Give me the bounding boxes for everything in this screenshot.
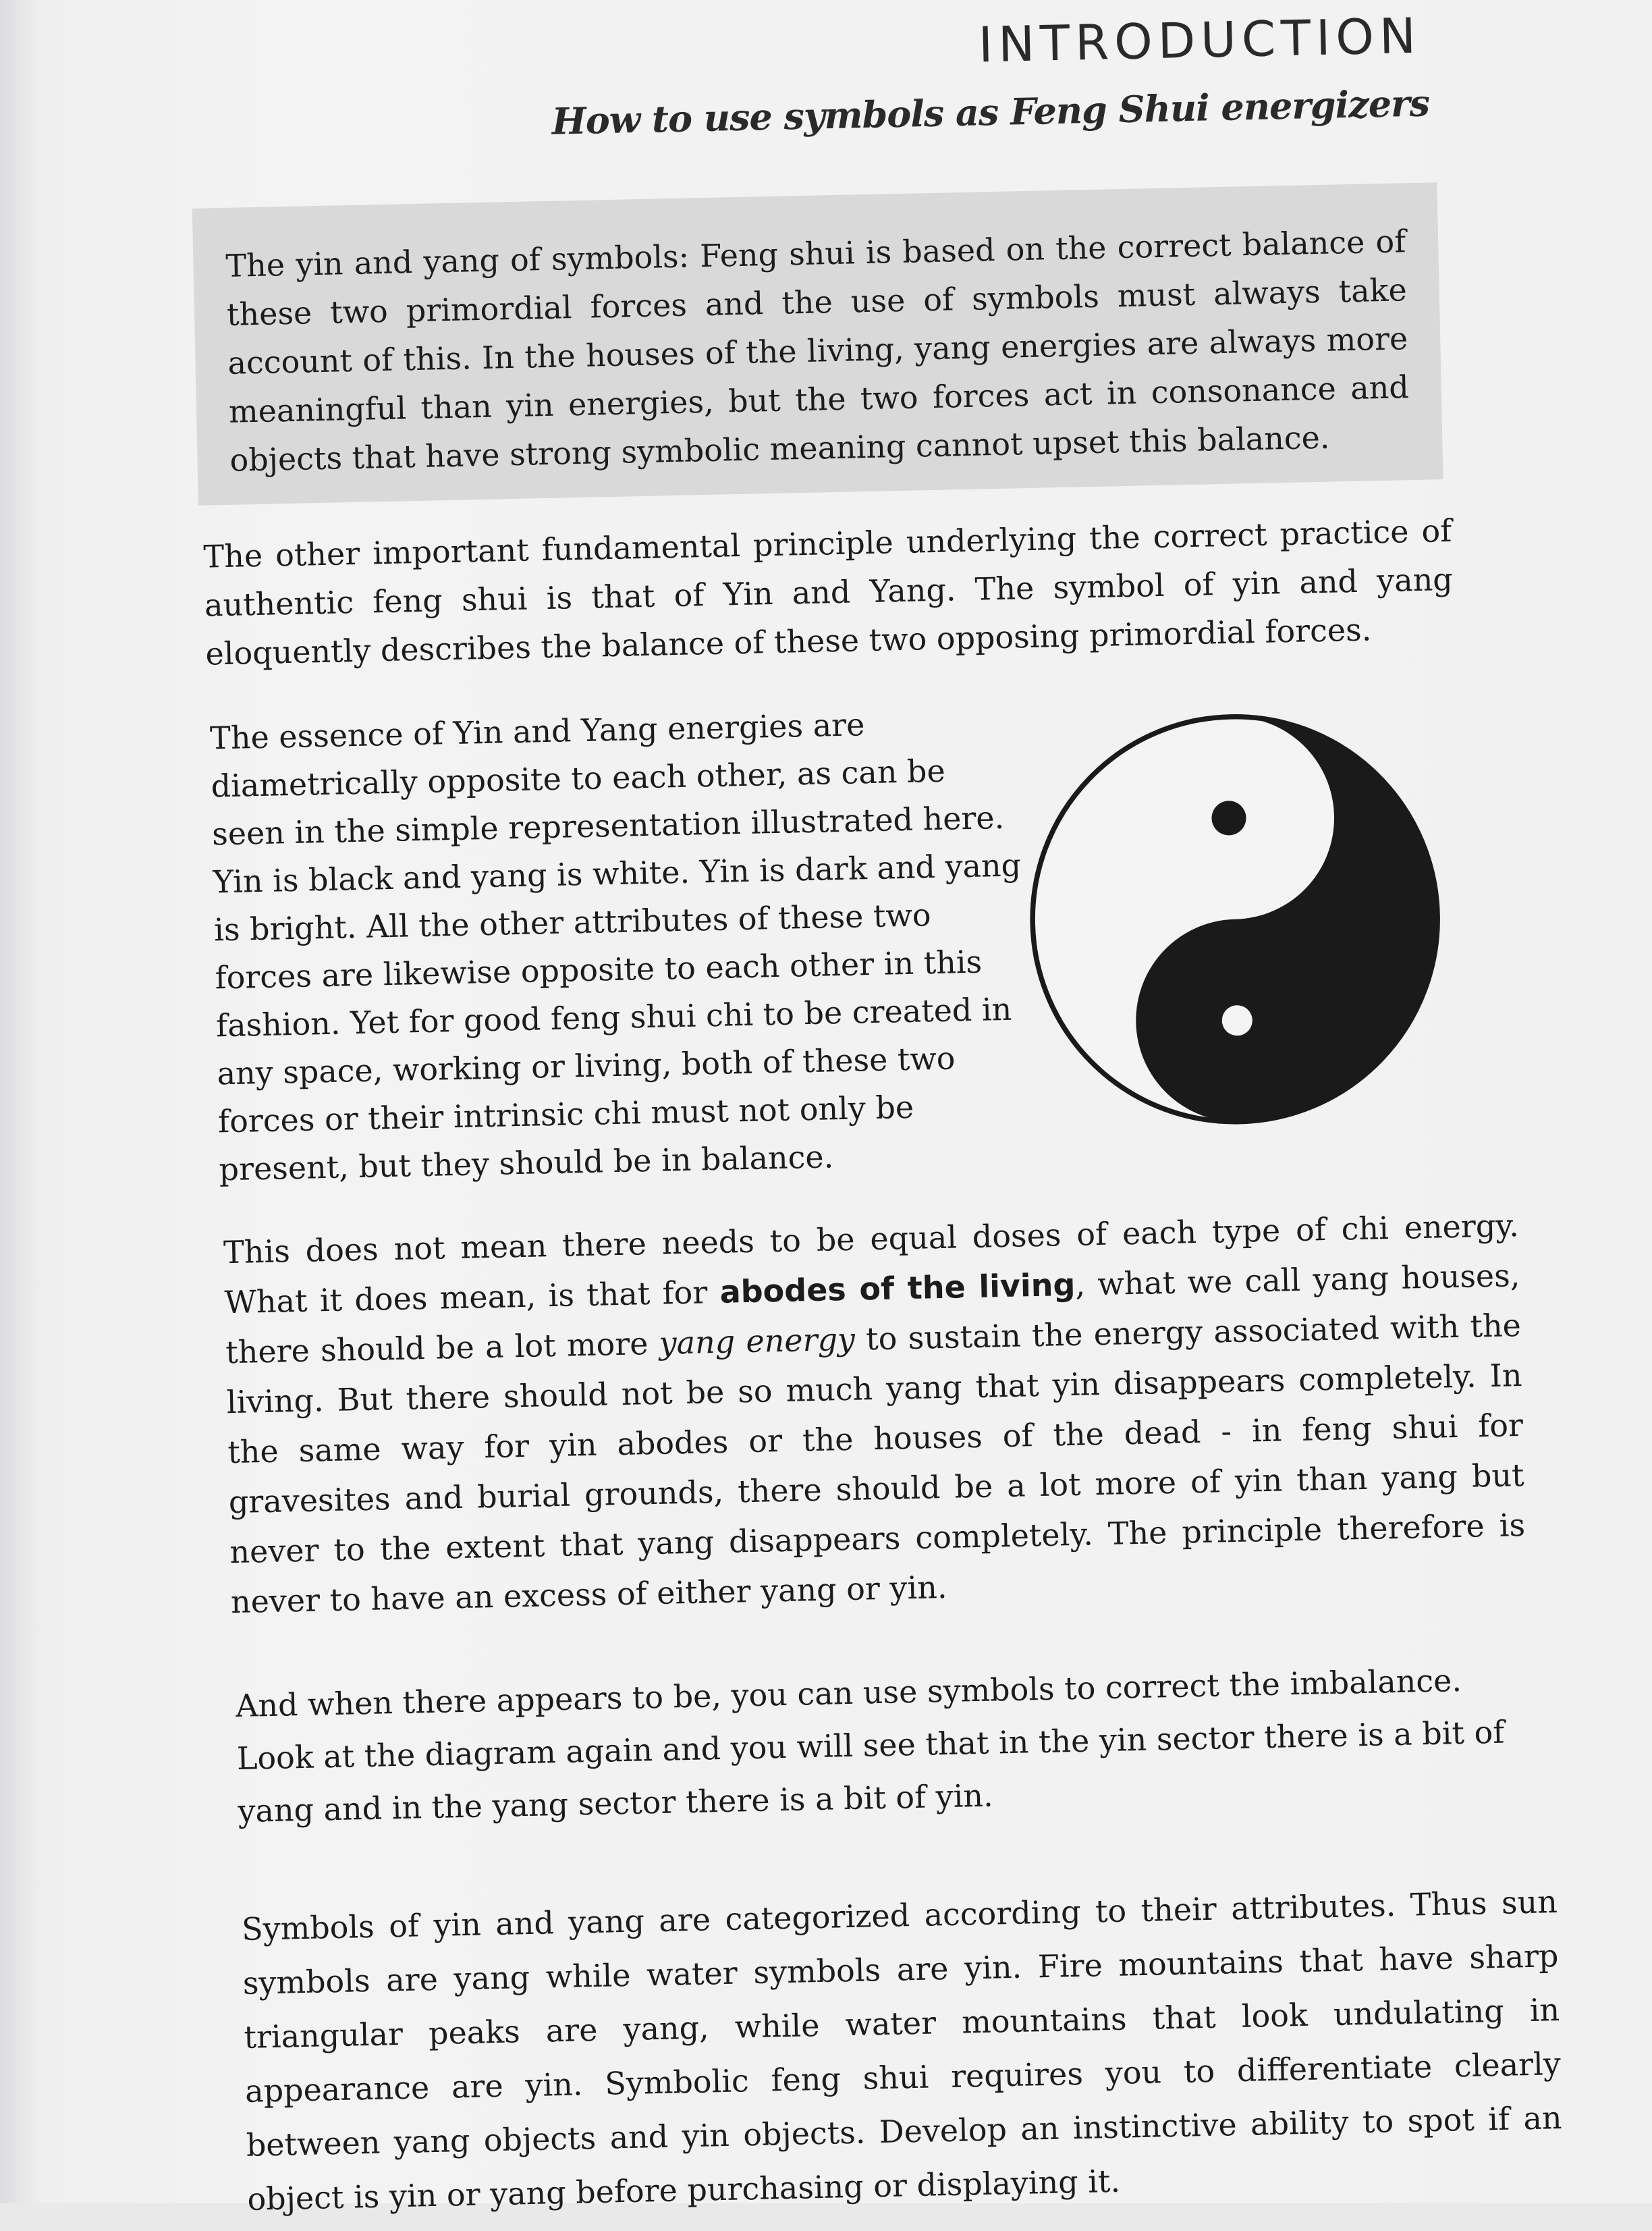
paragraph-imbalance: And when there appears to be, you can use symbols to correct the imbalance. Look at the diagram again and you will see that in the yin sector there is a bit of yang and in the yang sector there is a bit of yin. bbox=[235, 1661, 1505, 1829]
paragraph-categories: Symbols of yin and yang are categorized according to their attributes. Thus sun symbols are yang while water symbols are yin. Fire mountains that have sharp triangular peaks are yang, while water mountains that look undulating in appearance are yin. Symbolic feng shui requires you to differentiate clearly between yang objects and yin objects. Develop an instinctive ability to spot if an object is yin or yang before purchasing or displaying it. bbox=[241, 1883, 1562, 2217]
yin-yang-icon bbox=[1008, 692, 1462, 1147]
text-segment: to sustain the energy associated with the living. But there should not be so much yang that yin disappears completely. In the same way for yin abodes or the houses of the dead - in feng shui for gravesites and burial grounds, there should be a lot more of yin than yang but never to the extent that yang disappears completely. The principle therefore is never to have an excess of either yang or yin. bbox=[226, 1307, 1526, 1621]
callout-text: The yin and yang of symbols: Feng shui is based on the correct balance of these two primordial forces and the use of symbols must always take account of this. In the houses of the living, yang energies are always more meaningful than yin energies, but the two forces act in consonance and objects that have strong symbolic meaning cannot upset this balance. bbox=[225, 223, 1410, 479]
bold-phrase: abodes of the living bbox=[719, 1266, 1076, 1310]
paragraph-essence: The essence of Yin and Yang energies are diametrically opposite to each other, as can be seen in the simple representation illustrated here. Yin is black and yang is white. Yin is dark and yang is bright. All the other attributes of these two forces are likewise opposite to each other in this fashion. Yet for good feng shui chi to be created in any space, working or living, both of these two forces or their intrinsic chi must not only be present, but they should be in balance. bbox=[209, 706, 1022, 1188]
callout-box bbox=[192, 182, 1443, 506]
paragraph-principle: The other important fundamental principle underlying the correct practice of authentic feng shui is that of Yin and Yang. The symbol of yin and yang eloquently describes the balance of these two opposing primordial forces. bbox=[202, 512, 1454, 672]
chapter-subtitle: How to use symbols as Feng Shui energizers bbox=[551, 81, 1430, 143]
paragraph-balance bbox=[223, 1200, 1526, 1627]
italic-phrase: yang energy bbox=[659, 1320, 856, 1362]
text-segment: This does not mean there needs to be equal doses of each type of chi energy. What it does mean, is that for bbox=[223, 1207, 1520, 1321]
chapter-title: INTRODUCTION bbox=[978, 7, 1422, 74]
text-segment: , what we call yang houses, there should be a lot more bbox=[225, 1257, 1520, 1371]
